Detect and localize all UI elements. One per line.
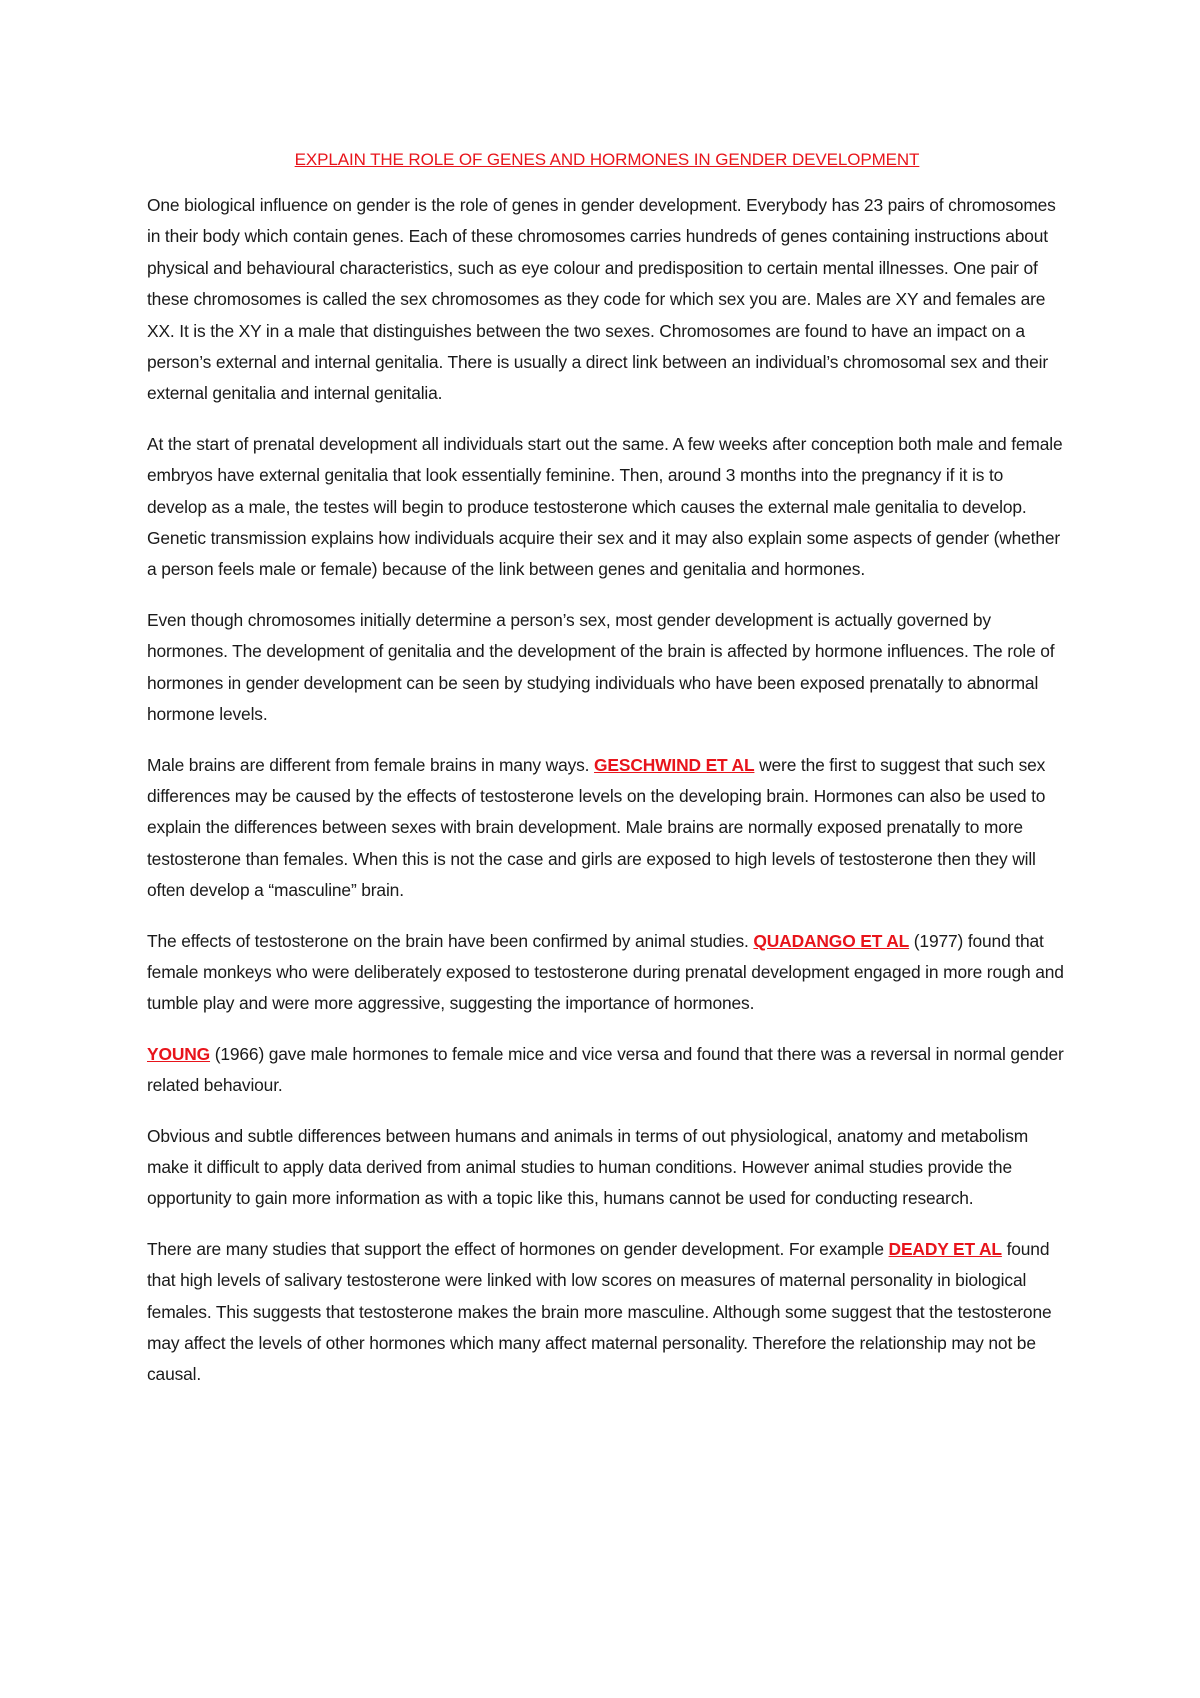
document-title: EXPLAIN THE ROLE OF GENES AND HORMONES IN GENDER DEVELOPMENT bbox=[294, 150, 920, 169]
paragraph-text: were the first to suggest that such sex differences may be caused by the effects of testosterone levels on the developing brain. Hormones can also be used to explain the differences between sexes with brain development. Male brains are normally exposed prenatally to more testosterone than females. When this is not the case and girls are exposed to high levels of testosterone then they will often develop a “masculine” brain. bbox=[147, 754, 1046, 901]
paragraph-text: The effects of testosterone on the brain have been confirmed by animal studies. bbox=[147, 930, 754, 951]
paragraph-text: There are many studies that support the effect of hormones on gender development. For example bbox=[147, 1238, 889, 1259]
paragraph-text: found that high levels of salivary testosterone were linked with low scores on measures of maternal personality in biological females. This suggests that testosterone makes the brain more masculine. Although some suggest that the testosterone may affect the levels of other hormones which many affect maternal personality. Therefore the relationship may not be causal. bbox=[147, 1238, 1052, 1385]
reference-quadango: QUADANGO ET AL bbox=[753, 930, 910, 951]
paragraph-text: (1966) gave male hormones to female mice and vice versa and found that there was a reversal in normal gender related behaviour. bbox=[147, 1043, 1064, 1096]
reference-young: YOUNG bbox=[147, 1043, 211, 1064]
paragraph-prenatal: At the start of prenatal development all individuals start out the same. A few weeks after conception both male and female embryos have external genitalia that look essentially feminine. Then, around 3 months into the pregnancy if it is to develop as a male, the testes will begin to produce testosterone which causes the external male genitalia to develop. Genetic transmission explains how individuals acquire their sex and it may also explain some aspects of gender (whether a person feels male or female) because of the link between genes and genitalia and hormones. bbox=[147, 433, 1063, 580]
paragraph-brain bbox=[147, 750, 1067, 907]
paragraph-evaluation: Obvious and subtle differences between humans and animals in terms of out physiological, anatomy and metabolism make it difficult to apply data derived from animal studies to human conditions. However animal studies provide the opportunity to gain more information as with a topic like this, humans cannot be used for conducting research. bbox=[147, 1125, 1029, 1209]
paragraph-text: Male brains are different from female brains in many ways. bbox=[147, 754, 595, 775]
paragraph-support bbox=[147, 1234, 1067, 1391]
paragraph-animal-studies bbox=[147, 926, 1067, 1020]
paragraph-hormones: Even though chromosomes initially determine a person’s sex, most gender development is actually governed by hormones. The development of genitalia and the development of the brain is affected by hormone influences. The role of hormones in gender development can be seen by studying individuals who have been exposed prenatally to abnormal hormone levels. bbox=[147, 609, 1055, 725]
reference-geschwind: GESCHWIND ET AL bbox=[594, 754, 755, 775]
paragraph-text: (1977) found that female monkeys who were deliberately exposed to testosterone during prenatal development engaged in more rough and tumble play and were more aggressive, suggesting the importance of hormones. bbox=[147, 930, 1064, 1014]
paragraph-young bbox=[147, 1039, 1067, 1102]
document-page bbox=[147, 148, 1067, 1410]
paragraph-genes: One biological influence on gender is the role of genes in gender development. Everybody has 23 pairs of chromosomes in their body which contain genes. Each of these chromosomes carries hundreds of genes containing instructions about physical and behavioural characteristics, such as eye colour and predisposition to certain mental illnesses. One pair of these chromosomes is called the sex chromosomes as they code for which sex you are. Males are XY and females are XX. It is the XY in a male that distinguishes between the two sexes. Chromosomes are found to have an impact on a person’s external and internal genitalia. There is usually a direct link between an individual’s chromosomal sex and their external genitalia and internal genitalia. bbox=[147, 195, 1056, 404]
reference-deady: DEADY ET AL bbox=[888, 1238, 1002, 1259]
